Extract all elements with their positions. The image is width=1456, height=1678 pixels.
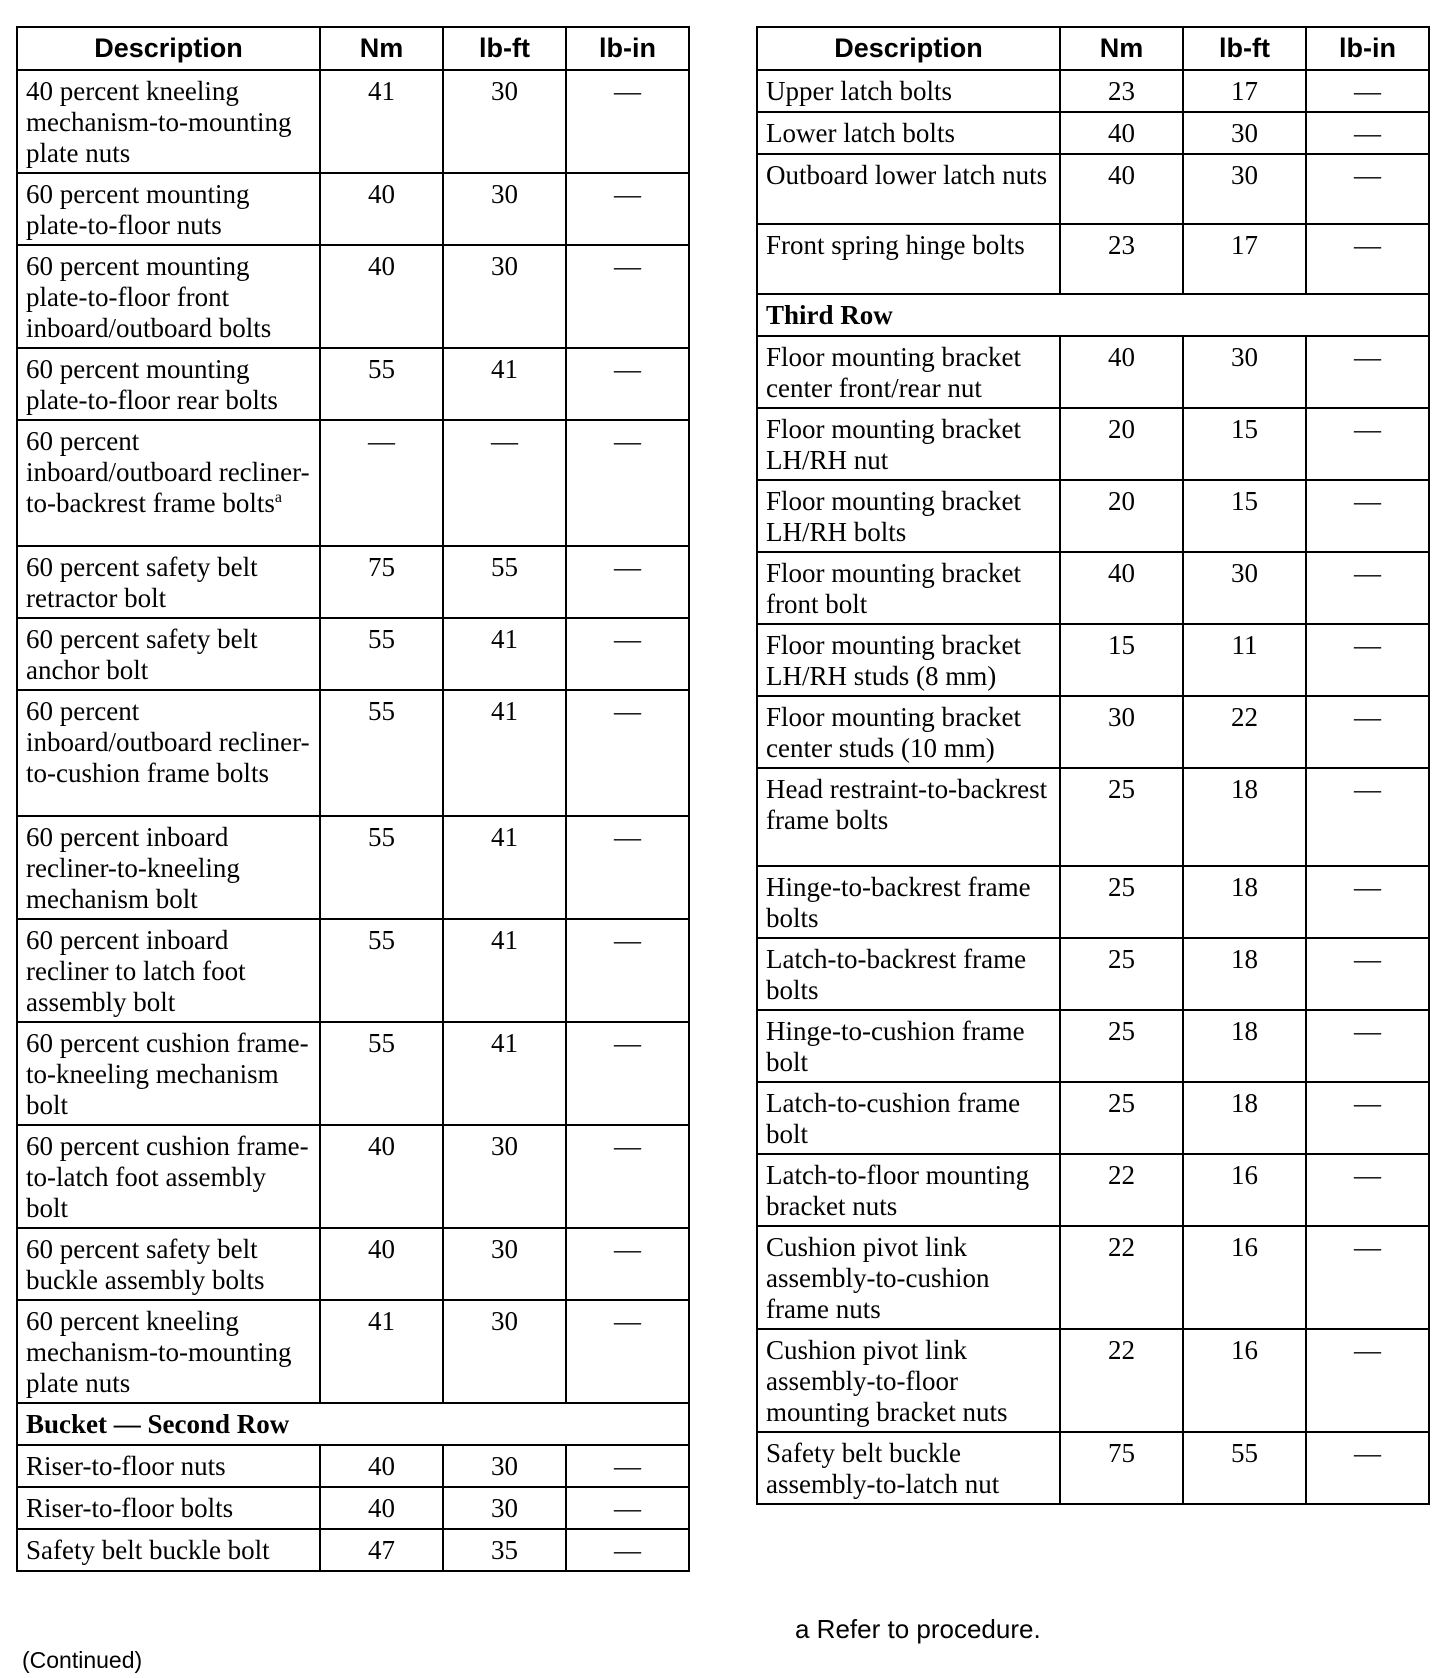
lb-ft-cell: 35	[443, 1529, 566, 1571]
lb-in-cell: —	[566, 618, 689, 690]
lb-ft-cell: 30	[1183, 154, 1306, 224]
lb-ft-cell: 41	[443, 816, 566, 919]
lb-ft-cell: 30	[443, 1125, 566, 1228]
table-row	[757, 1432, 1429, 1504]
description-cell	[17, 1125, 320, 1228]
nm-cell: 55	[320, 1022, 443, 1125]
lb-ft-cell: 17	[1183, 224, 1306, 294]
description-cell	[757, 1226, 1060, 1329]
description-cell	[17, 618, 320, 690]
description-text: 60 percent mounting plate-to-floor nuts	[26, 179, 250, 240]
description-cell	[17, 546, 320, 618]
nm-cell: 47	[320, 1529, 443, 1571]
description-cell	[757, 696, 1060, 768]
table-row	[757, 408, 1429, 480]
table-row	[757, 224, 1429, 294]
nm-cell: 40	[1060, 552, 1183, 624]
header-nm: Nm	[320, 27, 443, 70]
lb-in-cell: —	[566, 245, 689, 348]
lb-ft-cell: 41	[443, 690, 566, 816]
lb-in-cell: —	[566, 348, 689, 420]
nm-cell: 55	[320, 816, 443, 919]
table-row	[757, 112, 1429, 154]
nm-cell: 40	[1060, 154, 1183, 224]
nm-cell: 55	[320, 690, 443, 816]
nm-cell: —	[320, 420, 443, 546]
torque-spec-table-right	[756, 26, 1430, 1505]
description-cell	[17, 1022, 320, 1125]
description-text: Outboard lower latch nuts	[766, 160, 1048, 190]
description-text: 60 percent inboard recliner-to-kneeling mechanism bolt	[26, 822, 240, 914]
description-cell	[17, 245, 320, 348]
lb-in-cell: —	[1306, 552, 1429, 624]
description-cell	[757, 224, 1060, 294]
nm-cell: 22	[1060, 1329, 1183, 1432]
continued-label: (Continued)	[22, 1647, 143, 1673]
lb-in-cell: —	[566, 690, 689, 816]
nm-cell: 25	[1060, 938, 1183, 1010]
table-row	[757, 70, 1429, 112]
table-row	[17, 919, 689, 1022]
description-cell	[757, 70, 1060, 112]
table-row	[17, 690, 689, 816]
description-cell	[17, 420, 320, 546]
lb-ft-cell: 30	[443, 1228, 566, 1300]
description-cell	[17, 1300, 320, 1403]
lb-in-cell: —	[566, 70, 689, 173]
description-cell	[17, 1529, 320, 1571]
lb-ft-cell: 18	[1183, 866, 1306, 938]
nm-cell: 25	[1060, 866, 1183, 938]
description-cell	[757, 408, 1060, 480]
description-text: 60 percent cushion frame-to-latch foot assembly bolt	[26, 1131, 309, 1223]
description-text: 60 percent inboard recliner to latch foot assembly bolt	[26, 925, 246, 1017]
lb-ft-cell: 16	[1183, 1329, 1306, 1432]
table-row	[757, 1329, 1429, 1432]
table-row	[17, 546, 689, 618]
table-row	[17, 1529, 689, 1571]
description-text: Latch-to-backrest frame bolts	[766, 944, 1027, 1005]
lb-ft-cell: 30	[1183, 336, 1306, 408]
table-row	[757, 866, 1429, 938]
table-row	[757, 1082, 1429, 1154]
footnote-text: a Refer to procedure.	[795, 1614, 1041, 1644]
lb-in-cell: —	[566, 1022, 689, 1125]
description-cell	[757, 112, 1060, 154]
nm-cell: 40	[1060, 336, 1183, 408]
nm-cell: 40	[320, 1228, 443, 1300]
lb-in-cell: —	[1306, 1329, 1429, 1432]
description-text: Cushion pivot link assembly-to-cushion frame nuts	[766, 1232, 990, 1324]
lb-ft-cell: 18	[1183, 938, 1306, 1010]
description-text: Riser-to-floor bolts	[26, 1493, 234, 1523]
nm-cell: 55	[320, 348, 443, 420]
description-cell	[17, 1445, 320, 1487]
lb-in-cell: —	[566, 1487, 689, 1529]
lb-ft-cell: 30	[1183, 552, 1306, 624]
lb-in-cell: —	[1306, 480, 1429, 552]
lb-ft-cell: 16	[1183, 1226, 1306, 1329]
table-row	[757, 336, 1429, 408]
lb-in-cell: —	[1306, 408, 1429, 480]
table-row	[757, 1154, 1429, 1226]
table-row	[757, 768, 1429, 866]
description-cell	[757, 866, 1060, 938]
nm-cell: 40	[1060, 112, 1183, 154]
description-text: 60 percent mounting plate-to-floor front inboard/outboard bolts	[26, 251, 272, 343]
description-text: 60 percent cushion frame-to-kneeling mechanism bolt	[26, 1028, 309, 1120]
description-text: Latch-to-floor mounting bracket nuts	[766, 1160, 1030, 1221]
description-cell	[757, 154, 1060, 224]
description-cell	[757, 1010, 1060, 1082]
table-header-row	[757, 27, 1429, 70]
lb-in-cell: —	[1306, 112, 1429, 154]
nm-cell: 40	[320, 1125, 443, 1228]
nm-cell: 30	[1060, 696, 1183, 768]
lb-ft-cell: 30	[443, 245, 566, 348]
nm-cell: 22	[1060, 1154, 1183, 1226]
lb-in-cell: —	[1306, 224, 1429, 294]
lb-ft-cell: 18	[1183, 1082, 1306, 1154]
header-lb-ft: lb-ft	[443, 27, 566, 70]
torque-spec-table-left	[16, 26, 690, 1572]
description-text: Lower latch bolts	[766, 118, 955, 148]
table-row	[17, 1125, 689, 1228]
description-cell	[757, 624, 1060, 696]
table-row	[17, 1022, 689, 1125]
description-text: Floor mounting bracket center studs (10 mm)	[766, 702, 1021, 763]
description-text: Floor mounting bracket center front/rear nut	[766, 342, 1021, 403]
description-text: 60 percent mounting plate-to-floor rear bolts	[26, 354, 278, 415]
header-description: Description	[17, 27, 320, 70]
nm-cell: 22	[1060, 1226, 1183, 1329]
lb-in-cell: —	[566, 173, 689, 245]
table-row	[757, 154, 1429, 224]
lb-ft-cell: 30	[1183, 112, 1306, 154]
table-row	[17, 420, 689, 546]
nm-cell: 41	[320, 1300, 443, 1403]
lb-in-cell: —	[1306, 1226, 1429, 1329]
description-text: Front spring hinge bolts	[766, 230, 1025, 260]
description-cell	[17, 1228, 320, 1300]
lb-ft-cell: 55	[443, 546, 566, 618]
description-cell	[757, 1154, 1060, 1226]
description-cell	[17, 173, 320, 245]
description-text: Floor mounting bracket LH/RH bolts	[766, 486, 1021, 547]
description-cell	[757, 768, 1060, 866]
table-row	[17, 70, 689, 173]
description-cell	[757, 336, 1060, 408]
description-text: Cushion pivot link assembly-to-floor mounting bracket nuts	[766, 1335, 1008, 1427]
description-text: Upper latch bolts	[766, 76, 952, 106]
lb-ft-cell: 30	[443, 173, 566, 245]
lb-in-cell: —	[566, 546, 689, 618]
lb-in-cell: —	[1306, 866, 1429, 938]
description-cell	[757, 1432, 1060, 1504]
table-row	[757, 938, 1429, 1010]
header-lb-in: lb-in	[566, 27, 689, 70]
table-row	[757, 1226, 1429, 1329]
footnote-marker: a	[274, 489, 283, 506]
table-row	[757, 552, 1429, 624]
nm-cell: 40	[320, 1445, 443, 1487]
lb-ft-cell: 18	[1183, 1010, 1306, 1082]
table-row	[757, 696, 1429, 768]
lb-ft-cell: 30	[443, 70, 566, 173]
description-text: Hinge-to-cushion frame bolt	[766, 1016, 1025, 1077]
table-row	[17, 1300, 689, 1403]
header-lb-ft: lb-ft	[1183, 27, 1306, 70]
lb-in-cell: —	[1306, 1154, 1429, 1226]
nm-cell: 23	[1060, 224, 1183, 294]
lb-in-cell: —	[1306, 336, 1429, 408]
description-cell	[17, 816, 320, 919]
description-text: Floor mounting bracket LH/RH nut	[766, 414, 1021, 475]
lb-in-cell: —	[1306, 70, 1429, 112]
lb-in-cell: —	[566, 420, 689, 546]
lb-ft-cell: 30	[443, 1445, 566, 1487]
nm-cell: 25	[1060, 1010, 1183, 1082]
lb-in-cell: —	[566, 1125, 689, 1228]
lb-ft-cell: 11	[1183, 624, 1306, 696]
table-row	[757, 480, 1429, 552]
description-text: 40 percent kneeling mechanism-to-mounting plate nuts	[26, 76, 292, 168]
lb-in-cell: —	[566, 1529, 689, 1571]
lb-ft-cell: 30	[443, 1300, 566, 1403]
lb-in-cell: —	[1306, 938, 1429, 1010]
lb-in-cell: —	[566, 1300, 689, 1403]
nm-cell: 25	[1060, 768, 1183, 866]
nm-cell: 20	[1060, 408, 1183, 480]
description-cell	[17, 690, 320, 816]
nm-cell: 40	[320, 1487, 443, 1529]
description-text: Hinge-to-backrest frame bolts	[766, 872, 1031, 933]
nm-cell: 75	[1060, 1432, 1183, 1504]
lb-in-cell: —	[566, 816, 689, 919]
table-row	[757, 1010, 1429, 1082]
table-row	[17, 1445, 689, 1487]
section-row	[757, 294, 1429, 336]
nm-cell: 55	[320, 919, 443, 1022]
lb-in-cell: —	[566, 919, 689, 1022]
lb-ft-cell: 22	[1183, 696, 1306, 768]
description-cell	[757, 938, 1060, 1010]
section-heading: Third Row	[757, 294, 1429, 336]
description-text: Floor mounting bracket LH/RH studs (8 mm)	[766, 630, 1021, 691]
table-row	[17, 618, 689, 690]
description-text: 60 percent inboard/outboard recliner-to-backrest frame bolts	[26, 426, 310, 518]
description-text: Latch-to-cushion frame bolt	[766, 1088, 1021, 1149]
lb-ft-cell: 41	[443, 1022, 566, 1125]
lb-in-cell: —	[566, 1445, 689, 1487]
lb-in-cell: —	[566, 1228, 689, 1300]
header-nm: Nm	[1060, 27, 1183, 70]
description-text: 60 percent kneeling mechanism-to-mounting plate nuts	[26, 1306, 292, 1398]
nm-cell: 40	[320, 245, 443, 348]
lb-ft-cell: 18	[1183, 768, 1306, 866]
table-header-row	[17, 27, 689, 70]
table-row	[17, 816, 689, 919]
lb-ft-cell: 55	[1183, 1432, 1306, 1504]
lb-ft-cell: —	[443, 420, 566, 546]
lb-in-cell: —	[1306, 1082, 1429, 1154]
lb-ft-cell: 41	[443, 919, 566, 1022]
table-row	[17, 1487, 689, 1529]
lb-ft-cell: 15	[1183, 408, 1306, 480]
description-text: Head restraint-to-backrest frame bolts	[766, 774, 1048, 835]
nm-cell: 15	[1060, 624, 1183, 696]
nm-cell: 20	[1060, 480, 1183, 552]
lb-in-cell: —	[1306, 1432, 1429, 1504]
description-text: 60 percent safety belt retractor bolt	[26, 552, 258, 613]
description-cell	[757, 552, 1060, 624]
nm-cell: 75	[320, 546, 443, 618]
table-row	[757, 624, 1429, 696]
header-lb-in: lb-in	[1306, 27, 1429, 70]
nm-cell: 40	[320, 173, 443, 245]
description-text: Safety belt buckle bolt	[26, 1535, 270, 1565]
description-cell	[757, 1082, 1060, 1154]
description-text: Safety belt buckle assembly-to-latch nut	[766, 1438, 1000, 1499]
lb-in-cell: —	[1306, 768, 1429, 866]
lb-in-cell: —	[1306, 1010, 1429, 1082]
nm-cell: 41	[320, 70, 443, 173]
table-row	[17, 173, 689, 245]
header-description: Description	[757, 27, 1060, 70]
description-cell	[17, 919, 320, 1022]
description-text: 60 percent inboard/outboard recliner-to-cushion frame bolts	[26, 696, 310, 788]
section-row	[17, 1403, 689, 1445]
description-cell	[757, 1329, 1060, 1432]
lb-ft-cell: 15	[1183, 480, 1306, 552]
lb-ft-cell: 41	[443, 618, 566, 690]
table-row	[17, 245, 689, 348]
description-text: Floor mounting bracket front bolt	[766, 558, 1021, 619]
lb-in-cell: —	[1306, 154, 1429, 224]
lb-ft-cell: 30	[443, 1487, 566, 1529]
description-text: 60 percent safety belt buckle assembly bolts	[26, 1234, 265, 1295]
description-text: Riser-to-floor nuts	[26, 1451, 226, 1481]
lb-in-cell: —	[1306, 696, 1429, 768]
nm-cell: 55	[320, 618, 443, 690]
description-cell	[17, 70, 320, 173]
section-heading: Bucket — Second Row	[17, 1403, 689, 1445]
description-cell	[17, 348, 320, 420]
description-cell	[17, 1487, 320, 1529]
nm-cell: 25	[1060, 1082, 1183, 1154]
description-text: 60 percent safety belt anchor bolt	[26, 624, 258, 685]
lb-in-cell: —	[1306, 624, 1429, 696]
table-row	[17, 1228, 689, 1300]
nm-cell: 23	[1060, 70, 1183, 112]
lb-ft-cell: 17	[1183, 70, 1306, 112]
lb-ft-cell: 16	[1183, 1154, 1306, 1226]
table-row	[17, 348, 689, 420]
lb-ft-cell: 41	[443, 348, 566, 420]
description-cell	[757, 480, 1060, 552]
